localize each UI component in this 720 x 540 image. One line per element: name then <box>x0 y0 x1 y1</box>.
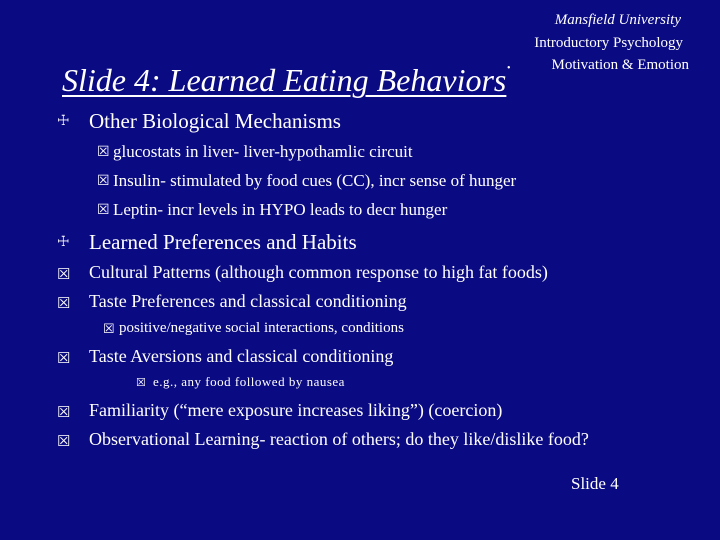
cross-bullet-icon: ☩ <box>57 235 70 250</box>
section1-item: Leptin- incr levels in HYPO leads to decr hunger <box>113 200 448 219</box>
decorative-dot: • <box>507 63 511 74</box>
section1-item: glucostats in liver- liver-hypothamlic circuit <box>113 142 413 161</box>
header-unit: Motivation & Emotion <box>551 57 689 73</box>
boxed-x-bullet-icon: ☒ <box>57 434 71 450</box>
boxed-x-bullet-icon: ☒ <box>136 377 146 389</box>
boxed-x-bullet-icon: ☒ <box>57 296 71 312</box>
section2-aversion-subitem: e.g., any food followed by nausea <box>153 374 345 389</box>
section2-item: Observational Learning- reaction of others; do they like/dislike food? <box>89 429 589 449</box>
section2-aversion: Taste Aversions and classical conditioning <box>89 346 394 366</box>
boxed-x-bullet-icon: ☒ <box>57 351 71 367</box>
header-university: Mansfield University <box>554 12 681 28</box>
boxed-x-bullet-icon: ☒ <box>97 145 110 160</box>
section2-item: Taste Preferences and classical conditioning <box>89 291 407 311</box>
boxed-x-bullet-icon: ☒ <box>57 267 71 283</box>
boxed-x-bullet-icon: ☒ <box>57 405 71 421</box>
cross-bullet-icon: ☩ <box>57 114 70 129</box>
header-course: Introductory Psychology <box>534 35 683 51</box>
section2-subitem: positive/negative social interactions, conditions <box>119 320 404 336</box>
section2-item: Familiarity (“mere exposure increases liking”) (coercion) <box>89 400 503 420</box>
boxed-x-bullet-icon: ☒ <box>97 174 110 189</box>
boxed-x-bullet-icon: ☒ <box>103 321 115 336</box>
section2-item: Cultural Patterns (although common response to high fat foods) <box>89 262 548 282</box>
slide-number: Slide 4 <box>571 474 619 493</box>
section1-item: Insulin- stimulated by food cues (CC), incr sense of hunger <box>113 171 517 190</box>
slide-title: Slide 4: Learned Eating Behaviors <box>62 62 507 98</box>
section1-heading: Other Biological Mechanisms <box>89 109 341 133</box>
boxed-x-bullet-icon: ☒ <box>97 203 110 218</box>
section2-heading: Learned Preferences and Habits <box>89 230 357 254</box>
